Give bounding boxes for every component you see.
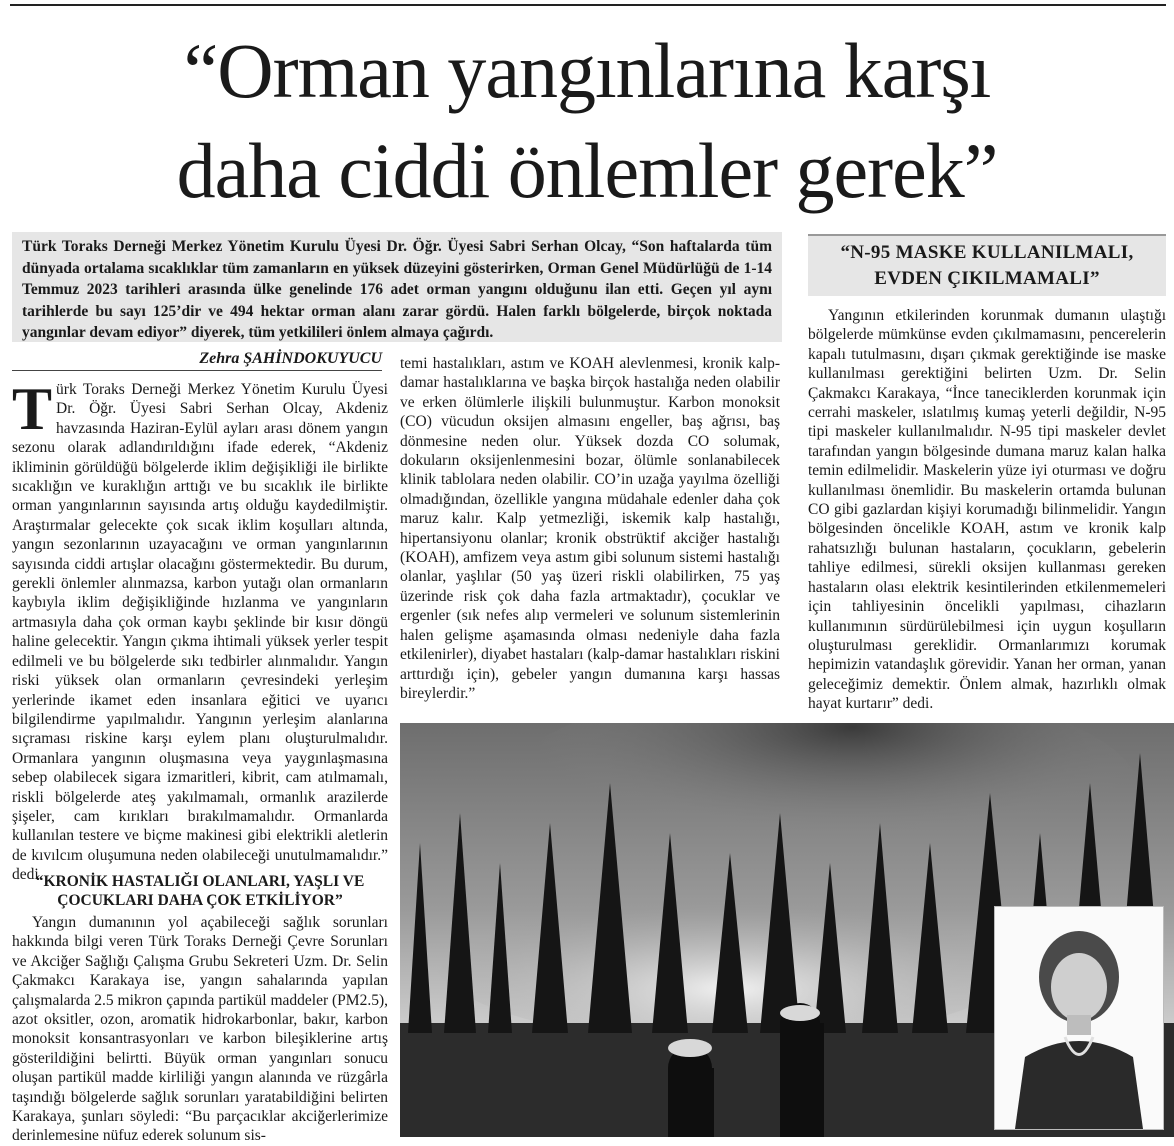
article-column-1-continued (12, 913, 388, 1146)
lead-summary: Türk Toraks Derneği Merkez Yönetim Kurulu Üyesi Dr. Öğr. Üyesi Sabri Serhan Olcay, “Son haftalarda tüm dünyada ortalama sıcaklıklar tüm zamanların en yüksek düzeyini gösterirken, Orman Genel Müdürlüğü de 1-14 Temmuz 2023 tarihleri arasında ülke genelinde 176 adet orman yangını olduğunu ilan etti. Geçen yıl aynı tarihlerde bu sayı 125’dir ve 494 hektar orman alanı zarar gördü. Halen farklı bölgelerde, birçok noktada yangınlar devam ediyor” diyerek, tüm yetkilileri önlem almaya çağırdı. (12, 232, 782, 342)
column-2-text: temi hastalıkları, astım ve KOAH alevlenmesi, kronik kalp-damar hastalıklarına ve başka birçok hastalığa neden olabilir ve erken ölümlerle ilişkili bulunmuştur. Karbon monoksit (CO) vücudun oksijen almasını engeller, baş ağrısı, baş dönmesine neden olur. Yüksek dozda CO solumak, dokuların oksijenlenmesini bozar, ölümle sonlanabilecek klinik tablolara neden olabilir. CO’in uzağa yayılma özelliği olmadığından, özellikle yangına müdahale edenler daha çok maruz kalır. Kalp yetmezliği, iskemik kalp hastalığı, hipertansiyonu olanlar; kronik obstrüktif akciğer hastalığı (KOAH), amfizem veya astım gibi solunum sistemi hastalığı olanlar, yaşlılar (50 yaş üzeri riskli olabilirken, 75 yaş üzerinde risk çok daha fazla artmaktadır), çocuklar ve ergenler (sık nefes alıp vermeleri ve solunum sistemlerinin halen gelişme aşamasında olması nedeniyle daha fazla etkilenirler), diyabet hastaları (kalp-damar hastalıkları riskini arttırdığı için), gebeler yangın dumanına karşı hassas bireylerdir.” (400, 355, 780, 702)
article-column-3 (808, 306, 1166, 714)
subheading-mask: “N-95 MASKE KULLANILMALI, EVDEN ÇIKILMAMALI” (808, 234, 1166, 296)
column-1-text: ürk Toraks Derneği Merkez Yönetim Kurulu Üyesi Dr. Öğr. Üyesi Sabri Serhan Olcay, Akdeniz havzasında Haziran-Eylül ayları arası dönem yangın sezonu olarak adlandırıldığını ifade ederek, “Akdeniz ikliminin görüldüğü bölgelerde iklim değişikliği ile birlikte sıcaklığın ve kuraklığın arttığı ve bu sıcaklık ile birlikte orman yangınlarının sayısında artış olduğu kaydedilmiştir. Araştırmalar gelecekte çok sıcak iklim koşulları altında, yangın sezonlarının uzayacağını ve orman yangınlarının sayısında ciddi artışlar olacağını göstermektedir. Bu durum, gerekli önlemler alınmazsa, karbon yutağı olan ormanların kaybıyla iklim değişikliğinde hızlanma ve yangınların artmasıyla daha çok orman kaybı şeklinde bir kısır döngü haline gelecektir. Yangın çıkma ihtimali yüksek yerler tespit edilmeli ve bu bölgelerde sıkı tedbirler alınmalıdır. Yangın riski yüksek olan ormanların çevresindeki yerleşim yerlerinde ikamet eden insanlara eğitici ve uyarıcı bilgilendirme yapılmalıdır. Yangının yerleşim alanlarına sıçraması riskine karşı eylem planı oluşturulmalıdır. Ormanlara yangının oluşmasına veya yaygınlaşmasına sebep olabilecek sigara izmaritleri, kibrit, cam atılmamalı, riskli bölgelerde ateş yakılmamalı, ormanlık arazilerde şişeler, cam kırıkları bırakılmamalıdır. Ormanlarda kullanılan testere ve biçme makinesi gibi elektrikli aletlerin de kıvılcım oluşumuna neden olabileceği unutulmamalıdır.” dedi. (12, 381, 388, 884)
column-1b-text: Yangın dumanının yol açabileceği sağlık sorunları hakkında bilgi veren Türk Toraks Derneği Çevre Sorunları ve Akciğer Sağlığı Çalışma Grubu Sekreteri Uzm. Dr. Selin Çakmakcı Karakaya ise, yangın sahalarında yapılan çalışmalarda 2.5 mikron çapında partikül maddeler (PM2.5), azot oksitler, ozon, aromatik hidrokarbonlar, bakır, karbon monoksit konsantrasyonları ve karbon bileşiklerine artış gösterildiğini belirtti. Büyük orman yangınları sonucu oluşan partikül madde kirliliği yangın alanında ve rüzgârla taşındığı bölgelerde sağlık sorunları yaratabildiğini belirten Karakaya, şunları söyledi: “Bu parçacıklar akciğerlerimize derinlemesine nüfuz ederek solunum sis- (12, 914, 388, 1145)
portrait-image (995, 907, 1163, 1129)
article-column-1 (12, 376, 388, 885)
headline-line-1: “Orman yangınlarına karşı (183, 27, 991, 114)
byline-rule (12, 370, 382, 371)
author-byline: Zehra ŞAHİNDOKUYUCU (199, 350, 382, 367)
article-column-2 (400, 354, 780, 703)
column-3-text: Yangının etkilerinden korunmak dumanın ulaştığı bölgelerde mümkünse evden çıkılmamasını, pencerelerin kapalı tutulmasını, dışarı çıkmak gerektiğinde ise maske kullanılması gerektiğini belirten Uzm. Dr. Selin Çakmakcı Karakaya, “İnce taneciklerden korunmak için cerrahi maskeler, ıslatılmış kumaş yeterli değildir, N-95 tipi maskeler kullanılmalıdır. N-95 tipi maskeler devlet tarafından yangın bölgesinde dumana maruz kalan halka temin edilmelidir. Maskelerin yüze iyi oturması ve doğru kullanılması önemlidir. Bu maskelerin ortamda bulunan CO gibi gazlardan kişiyi korumadığı bilinmelidir. Yangın bölgesinden öncelikle KOAH, astım ve kronik kalp rahatsızlığı bulunan hastaların, çocukların, gebelerin tahliye edilmesi, sürekli oksijen kullanması gereken hastaların olası elektrik kesintilerinden etkilenmemeleri için tahliyesinin öncelikli yapılması, cihazların kullanımının sürdürülebilmesi için uygun koşulların oluşturulması gereklidir. Ormanlarımızı korumak hepimizin vatandaşlık görevidir. Yanan her orman, yanan geleceğimiz demektir. Önlem almak, hazırlıklı olmak hayat kurtarır” dedi. (808, 307, 1166, 713)
subheading-chronic: “KRONİK HASTALIĞI OLANLARI, YAŞLI VE ÇOCUKLARI DAHA ÇOK ETKİLİYOR” (35, 873, 365, 909)
top-rule (10, 4, 1166, 6)
headline-line-2: daha ciddi önlemler gerek” (176, 127, 998, 214)
portrait-photo (994, 906, 1164, 1130)
drop-cap: T (12, 376, 53, 442)
